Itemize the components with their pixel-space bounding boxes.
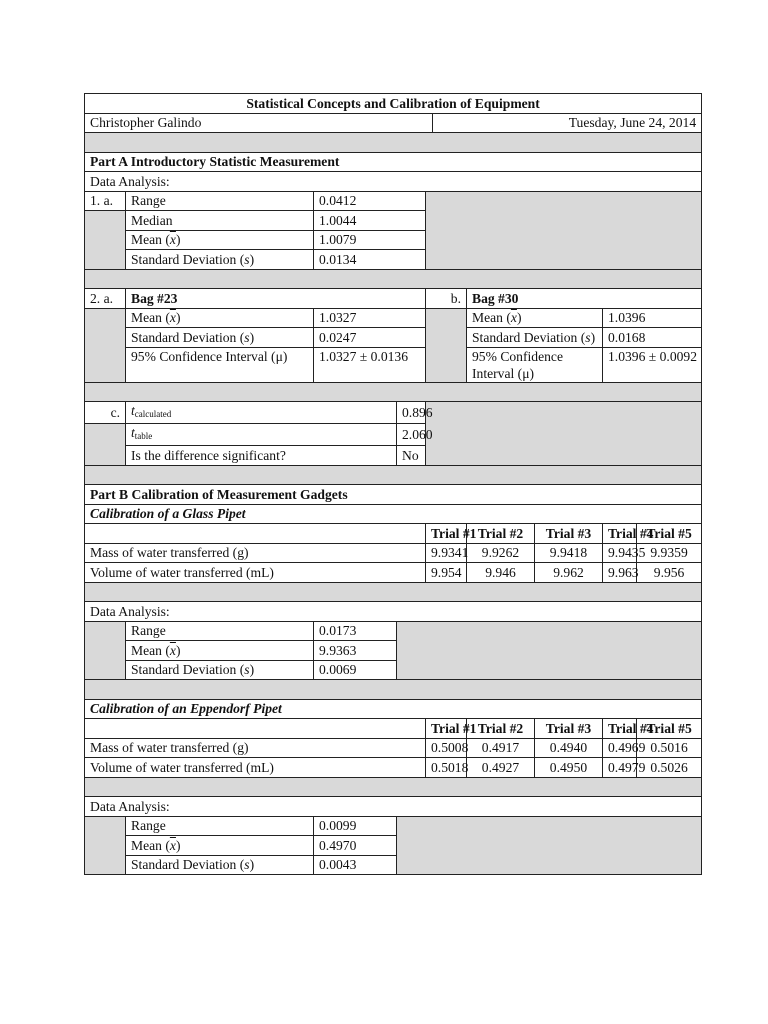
- glass-volume-1: 9.954: [426, 563, 467, 583]
- part-b-heading: Part B Calibration of Measurement Gadgets: [85, 485, 702, 505]
- eppendorf-volume-label: Volume of water transferred (mL): [85, 758, 426, 778]
- bag23-ci-value: 1.0327 ± 0.0136: [314, 347, 426, 382]
- q1-sd-value: 0.0134: [314, 250, 426, 270]
- eppendorf-range-row: [85, 816, 702, 836]
- glass-analysis-margin: [85, 621, 126, 680]
- glass-volume-row: [85, 563, 702, 583]
- glass-trial-header-row: [85, 524, 702, 544]
- glass-volume-4: 9.963: [603, 563, 637, 583]
- q2-sd-row: [85, 328, 702, 348]
- glass-mass-5: 9.9359: [637, 543, 702, 563]
- q1-median-label: Median: [126, 211, 314, 231]
- glass-data-analysis-label: Data Analysis:: [85, 602, 702, 622]
- glass-trial-2-header: Trial #2: [467, 524, 535, 544]
- glass-sd-value: 0.0069: [314, 660, 397, 680]
- spacer-row: [85, 680, 702, 700]
- eppendorf-trial-5-header: Trial #5: [637, 719, 702, 739]
- bag30-sd-label: Standard Deviation (s): [467, 328, 603, 348]
- glass-analysis-shaded: [397, 621, 702, 680]
- spacer-row: [85, 777, 702, 797]
- eppendorf-mass-2: 0.4917: [467, 738, 535, 758]
- q1-range-label: Range: [126, 191, 314, 211]
- eppendorf-pipet-title: Calibration of an Eppendorf Pipet: [85, 699, 702, 719]
- bag23-sd-value: 0.0247: [314, 328, 426, 348]
- glass-volume-label: Volume of water transferred (mL): [85, 563, 426, 583]
- bag30-mean-value: 1.0396: [603, 308, 702, 328]
- eppendorf-analysis-margin: [85, 816, 126, 875]
- q1-median-value: 1.0044: [314, 211, 426, 231]
- glass-pipet-title: Calibration of a Glass Pipet: [85, 504, 702, 524]
- eppendorf-volume-1: 0.5018: [426, 758, 467, 778]
- eppendorf-trial-header-row: [85, 719, 702, 739]
- q1-sd-label: Standard Deviation (s): [126, 250, 314, 270]
- eppendorf-sd-label: Standard Deviation (s): [126, 855, 314, 875]
- eppendorf-volume-row: [85, 758, 702, 778]
- glass-trial-1-header: Trial #1: [426, 524, 467, 544]
- glass-mass-2: 9.9262: [467, 543, 535, 563]
- glass-volume-2: 9.946: [467, 563, 535, 583]
- t-calculated-label: $t_{calculated}$: [126, 402, 397, 424]
- bag30-ci-value: 1.0396 ± 0.0092: [603, 347, 702, 382]
- eppendorf-mass-5: 0.5016: [637, 738, 702, 758]
- author-name: Christopher Galindo: [85, 113, 433, 133]
- glass-mean-label: Mean $(\overline{x})$: [126, 641, 314, 661]
- eppendorf-volume-3: 0.4950: [535, 758, 603, 778]
- t-table-label: $t_{table}$: [126, 424, 397, 446]
- glass-volume-3: 9.962: [535, 563, 603, 583]
- spacer-row: [85, 382, 702, 402]
- eppendorf-trial-1-header: Trial #1: [426, 719, 467, 739]
- document-page: [84, 93, 701, 875]
- author-row: [85, 113, 702, 133]
- eppendorf-trial-2-header: Trial #2: [467, 719, 535, 739]
- significance-question: Is the difference significant?: [126, 446, 397, 466]
- eppendorf-range-label: Range: [126, 816, 314, 836]
- glass-mass-3: 9.9418: [535, 543, 603, 563]
- eppendorf-mean-value: 0.4970: [314, 836, 397, 856]
- glass-range-label: Range: [126, 621, 314, 641]
- eppendorf-mass-1: 0.5008: [426, 738, 467, 758]
- glass-mass-row: [85, 543, 702, 563]
- glass-mass-label: Mass of water transferred (g): [85, 543, 426, 563]
- qc-label: c.: [85, 402, 126, 424]
- bag23-mean-label: Mean $(\overline{x})$: [126, 308, 314, 328]
- bag23-sd-label: Standard Deviation (s): [126, 328, 314, 348]
- bag30-ci-label: 95% Confidence Interval (μ): [467, 347, 603, 382]
- eppendorf-analysis-shaded: [397, 816, 702, 875]
- bag23-title: Bag #23: [126, 289, 426, 309]
- eppendorf-mass-3: 0.4940: [535, 738, 603, 758]
- t-calculated-value: 0.896: [397, 402, 426, 424]
- bag23-ci-label: 95% Confidence Interval (μ): [126, 347, 314, 382]
- t-table-value: 2.060: [397, 424, 426, 446]
- q1-range-value: 0.0412: [314, 191, 426, 211]
- bag30-mean-label: Mean $(\overline{x})$: [467, 308, 603, 328]
- q2a-margin: [85, 308, 126, 382]
- q1-margin: [85, 211, 126, 270]
- glass-trial-4-header: Trial #4: [603, 524, 637, 544]
- glass-range-row: [85, 621, 702, 641]
- spacer-row: [85, 465, 702, 485]
- eppendorf-sd-value: 0.0043: [314, 855, 397, 875]
- qc-shaded-area: [426, 402, 702, 466]
- q2b-margin: [426, 308, 467, 382]
- q2-title-row: [85, 289, 702, 309]
- eppendorf-mean-label: Mean $(\overline{x})$: [126, 836, 314, 856]
- q1-shaded-area: [426, 191, 702, 269]
- glass-mean-value: 9.9363: [314, 641, 397, 661]
- significance-answer: No: [397, 446, 426, 466]
- bag30-title: Bag #30: [467, 289, 702, 309]
- eppendorf-mass-4: 0.4969: [603, 738, 637, 758]
- part-a-heading: Part A Introductory Statistic Measurement: [85, 152, 702, 172]
- title-row: [85, 94, 702, 114]
- qc-tcalc-row: [85, 402, 702, 424]
- eppendorf-volume-2: 0.4927: [467, 758, 535, 778]
- eppendorf-volume-5: 0.5026: [637, 758, 702, 778]
- bag23-mean-value: 1.0327: [314, 308, 426, 328]
- glass-range-value: 0.0173: [314, 621, 397, 641]
- q2a-label: 2. a.: [85, 289, 126, 309]
- glass-mass-1: 9.9341: [426, 543, 467, 563]
- q1-mean-value: 1.0079: [314, 230, 426, 250]
- q2b-label: b.: [426, 289, 467, 309]
- eppendorf-trial-header-blank: [85, 719, 426, 739]
- qc-margin: [85, 424, 126, 466]
- eppendorf-range-value: 0.0099: [314, 816, 397, 836]
- report-date: Tuesday, June 24, 2014: [433, 113, 702, 133]
- q1-range-row: [85, 191, 702, 211]
- eppendorf-mass-row: [85, 738, 702, 758]
- bag30-sd-value: 0.0168: [603, 328, 702, 348]
- glass-trial-3-header: Trial #3: [535, 524, 603, 544]
- glass-sd-label: Standard Deviation (s): [126, 660, 314, 680]
- q1-label: 1. a.: [85, 191, 126, 211]
- eppendorf-trial-3-header: Trial #3: [535, 719, 603, 739]
- spacer-row: [85, 582, 702, 602]
- document-title: Statistical Concepts and Calibration of Equipment: [85, 94, 702, 114]
- eppendorf-mass-label: Mass of water transferred (g): [85, 738, 426, 758]
- q1-mean-label: Mean $(\overline{x})$: [126, 230, 314, 250]
- report-table: [84, 93, 702, 875]
- glass-volume-5: 9.956: [637, 563, 702, 583]
- eppendorf-volume-4: 0.4979: [603, 758, 637, 778]
- glass-trial-header-blank: [85, 524, 426, 544]
- spacer-row: [85, 269, 702, 289]
- eppendorf-data-analysis-label: Data Analysis:: [85, 797, 702, 817]
- part-a-data-analysis-label: Data Analysis:: [85, 172, 702, 192]
- glass-mass-4: 9.9435: [603, 543, 637, 563]
- spacer-row: [85, 133, 702, 153]
- glass-trial-5-header: Trial #5: [637, 524, 702, 544]
- q2-mean-row: [85, 308, 702, 328]
- eppendorf-trial-4-header: Trial #4: [603, 719, 637, 739]
